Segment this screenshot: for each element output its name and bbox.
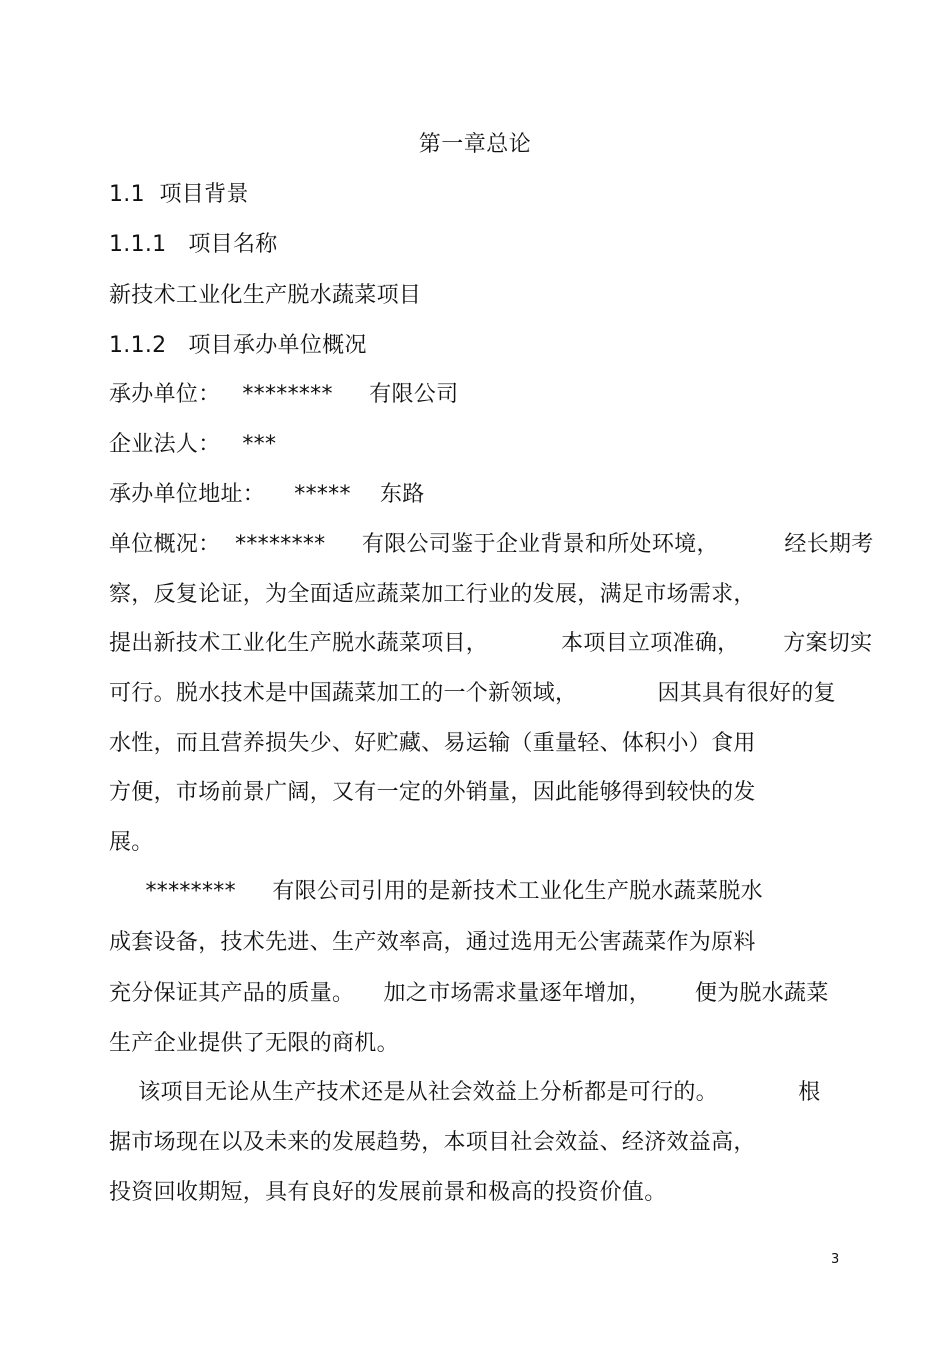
paragraph-line: 察，反复论证，为全面适应蔬菜加工行业的发展，满足市场需求，	[109, 582, 756, 607]
host-unit-line: 承办单位： ******** 有限公司	[109, 382, 459, 407]
paragraph-line: 提出新技术工业化生产脱水蔬菜项目， 本项目立项准确， 方案切实	[109, 631, 873, 656]
paragraph-line: 据市场现在以及未来的发展趋势，本项目社会效益、经济效益高，	[109, 1130, 756, 1155]
paragraph-line: ******** 有限公司引用的是新技术工业化生产脱水蔬菜脱水	[109, 879, 763, 904]
paragraph-line: 投资回收期短，具有良好的发展前景和极高的投资价值。	[109, 1180, 667, 1205]
paragraph-line: 展。	[109, 830, 154, 855]
chapter-title: 第一章总论	[418, 132, 532, 157]
paragraph-line: 可行。脱水技术是中国蔬菜加工的一个新领域， 因其具有很好的复	[109, 681, 836, 706]
project-name: 新技术工业化生产脱水蔬菜项目	[109, 283, 422, 308]
subsection-heading-1-1-2: 1.1.2 项目承办单位概况	[109, 333, 367, 358]
address-line: 承办单位地址： ***** 东路	[109, 482, 425, 507]
paragraph-line: 方便，市场前景广阔，又有一定的外销量，因此能够得到较快的发	[109, 780, 756, 805]
section-heading-1-1: 1.1 项目背景	[109, 182, 249, 207]
paragraph-line: 该项目无论从生产技术还是从社会效益上分析都是可行的。 根	[109, 1080, 821, 1105]
page-number: 3	[831, 1252, 840, 1267]
subsection-heading-1-1-1: 1.1.1 项目名称	[109, 232, 278, 257]
paragraph-line: 单位概况： ******** 有限公司鉴于企业背景和所处环境， 经长期考	[109, 532, 874, 557]
legal-person-line: 企业法人： ***	[109, 432, 277, 457]
paragraph-line: 生产企业提供了无限的商机。	[109, 1031, 399, 1056]
paragraph-line: 水性，而且营养损失少、好贮藏、易运输（重量轻、体积小）食用	[109, 731, 756, 756]
paragraph-line: 成套设备，技术先进、生产效率高，通过选用无公害蔬菜作为原料	[109, 930, 756, 955]
paragraph-line: 充分保证其产品的质量。 加之市场需求量逐年增加， 便为脱水蔬菜	[109, 981, 829, 1006]
